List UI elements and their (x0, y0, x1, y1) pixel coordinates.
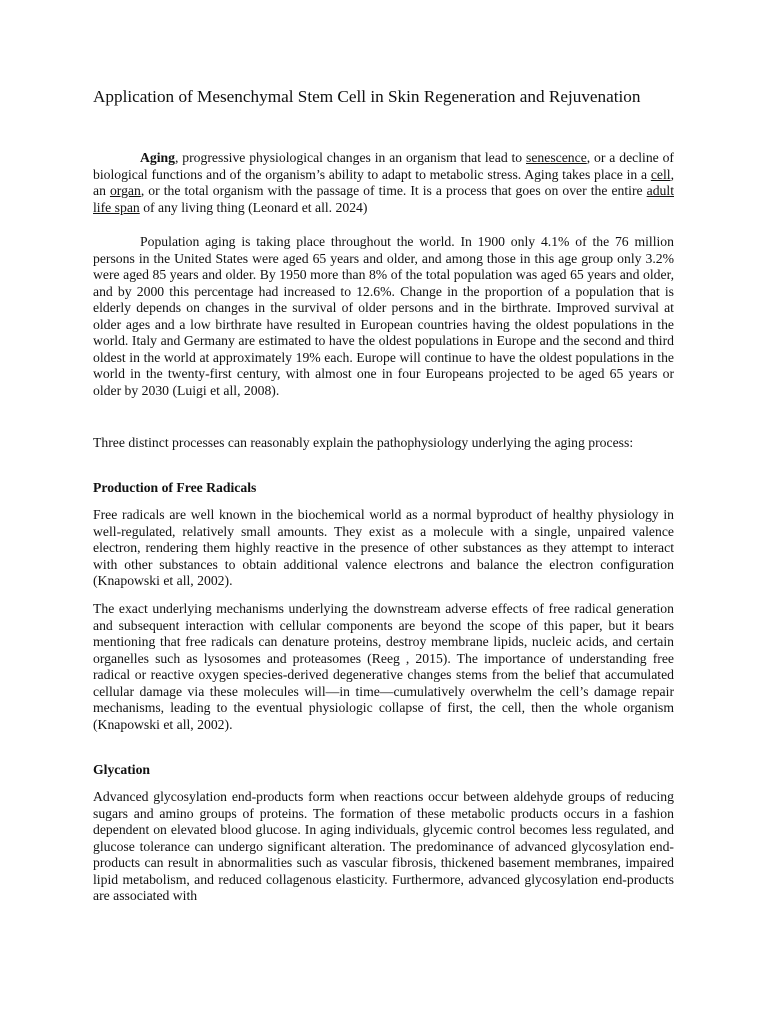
paragraph-three-processes: Three distinct processes can reasonably explain the pathophysiology underlying the aging process: (93, 435, 634, 450)
heading-free-radicals: Production of Free Radicals (93, 480, 257, 495)
term-aging: Aging (140, 150, 175, 165)
paragraph-glycation: Advanced glycosylation end-products form when reactions occur between aldehyde groups of reducing sugars and amino groups of proteins. The formation of these metabolic products occurs in a fashion dependent on elevated blood glucose. In aging individuals, glycemic control becomes less regulated, and glucose tolerance can undergo significant alteration. The predominance of advanced glycosylation end-products can result in abnormalities such as vascular fibrosis, thickened basement membranes, impaired lipid metabolism, and reduced collagenous elasticity. Furthermore, advanced glycosylation end-products are associated with (93, 789, 674, 903)
link-senescence[interactable]: senescence (526, 150, 587, 165)
paragraph-population-aging: Population aging is taking place throughout the world. In 1900 only 4.1% of the 76 million persons in the United States were aged 65 years and older, and among those in this age group only 3.2% were aged 85 years and older. By 1950 more than 8% of the total population was aged 65 years and older, and by 2000 this percentage had increased to 12.6%. Change in the proportion of a population that is elderly depends on changes in the survival of older persons and in the birthrate. Improved survival at older ages and a low birthrate have resulted in European countries having the oldest populations in the world. Italy and Germany are estimated to have the oldest populations in Europe and the second and third oldest in the world at approximately 19% each. Europe will continue to have the oldest populations in the world in the twenty-first century, with almost one in four Europeans projected to be aged 65 years or older by 2030 (Luigi et all, 2008). (93, 234, 674, 398)
paragraph-text: , or the total organism with the passage of time. It is a process that goes on over the entire (140, 183, 647, 198)
heading-glycation: Glycation (93, 762, 151, 777)
link-life-span[interactable]: life span (93, 199, 140, 215)
paragraph-text: of any living thing (Leonard et all. 2024) (139, 199, 368, 215)
paragraph-text: , an (93, 166, 674, 198)
paragraph-text: , or a decline of biological functions and of the organism’s ability to adapt to metabolic stress. Aging takes place in a (93, 150, 674, 182)
paragraph-text: , progressive physiological changes in an organism that lead to (175, 150, 526, 165)
document-title: Application of Mesenchymal Stem Cell in Skin Regeneration and Rejuvenation (93, 87, 641, 106)
paragraph-aging-definition (93, 150, 674, 216)
link-adult[interactable]: adult (646, 183, 674, 198)
link-cell[interactable]: cell (650, 166, 671, 182)
paragraph-free-radicals: Free radicals are well known in the biochemical world as a normal byproduct of healthy physiology in well-regulated, relatively small amounts. They exist as a molecule with a single, unpaired valence electron, rendering them highly reactive in the presence of other substances as they attempt to interact with other substances to obtain additional valence electrons and balance the electron configuration (Knapowski et all, 2002). (93, 507, 674, 588)
paragraph-mechanisms: The exact underlying mechanisms underlying the downstream adverse effects of free radical generation and subsequent interaction with cellular components are beyond the scope of this paper, but it bears mentioning that free radicals can denature proteins, destroy membrane lipids, nucleic acids, and certain organelles such as lysosomes and proteasomes (Reeg , 2015). The importance of understanding free radical or reactive oxygen species-derived degenerative changes stems from the belief that accumulated cellular damage via these molecules will—in time—cumulatively overwhelm the cell’s damage repair mechanisms, leading to the eventual physiologic collapse of first, the cell, then the whole organism (Knapowski et all, 2002). (93, 601, 674, 732)
link-organ[interactable]: organ (109, 183, 141, 198)
